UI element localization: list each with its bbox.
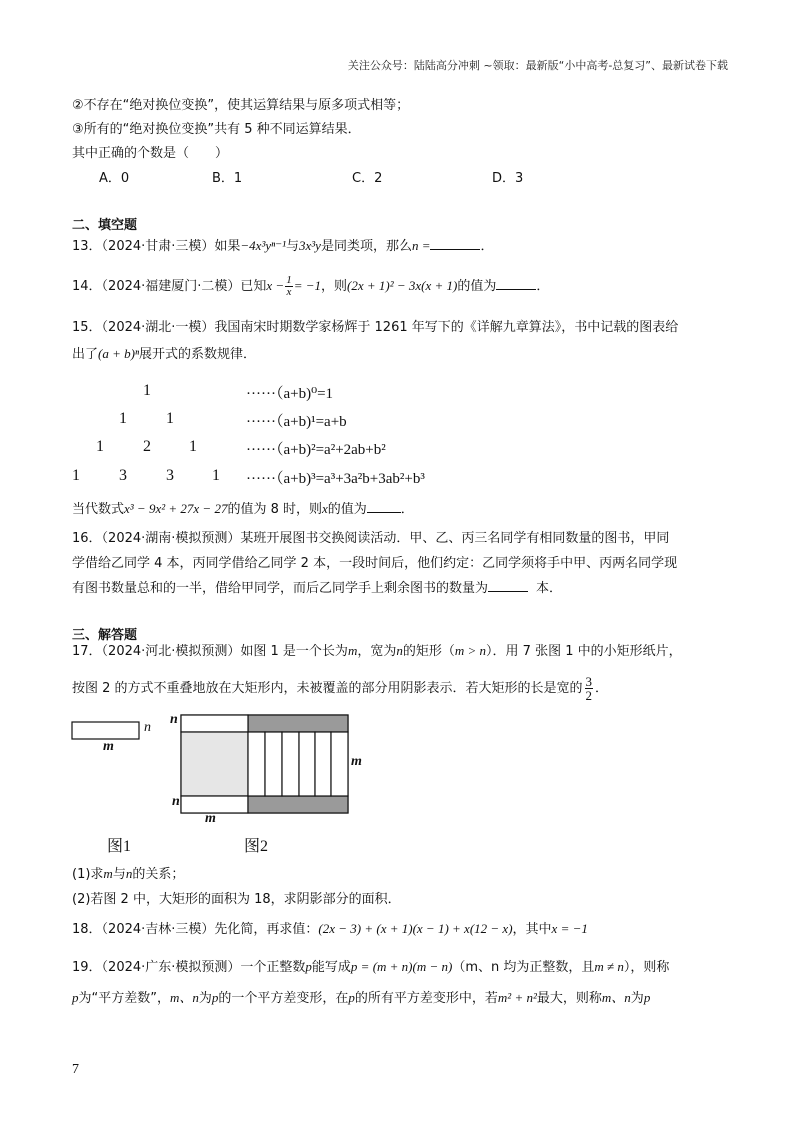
question-17-line-2: 按图 2 的方式不重叠地放在大矩形内，未被覆盖的部分用阴影表示．若大矩形的长是宽的 $\frac{3}{2}$ ．: [72, 674, 609, 703]
question-17-sub-1: (1)求m与n的关系；: [72, 866, 185, 882]
answer-blank: [496, 289, 536, 290]
option-d: D．3: [492, 171, 524, 186]
page-number: 7: [72, 1062, 79, 1077]
triangle-row-2-1: 1: [96, 438, 104, 455]
vertical-strip: [248, 732, 265, 796]
option-b: B．1: [212, 171, 243, 186]
triangle-row-0-1: 1: [143, 382, 151, 399]
triangle-row-3-1: 1: [72, 467, 80, 484]
vertical-strip: [265, 732, 282, 796]
triangle-row-3-4: 1: [212, 467, 220, 484]
figure-1-rectangle: [72, 722, 139, 739]
question-15-tail: 当代数式x³ − 9x² + 27x − 27的值为 8 时，则x的值为 ．: [72, 501, 414, 517]
page-header: 关注公众号：陆陆高分冲刺 ~领取：最新版“小中高考-总复习”、最新试卷下载: [347, 59, 728, 72]
question-17-sub-2: (2)若图 2 中，大矩形的面积为 18，求阴影部分的面积．: [72, 892, 401, 907]
figure-2-m-right-label: m: [351, 754, 362, 769]
answer-blank: [488, 591, 528, 592]
triangle-row-1-2: 1: [166, 410, 174, 427]
figure-2-n-bottom-label: n: [172, 794, 180, 809]
section-2-title: 二、填空题: [72, 218, 138, 233]
question-19-line-2: p为“平方差数”，m、n为p的一个平方差变形，在p的所有平方差变形中，若m² + n²最大，则称m、n为p: [72, 990, 651, 1006]
question-13: 13．（2024·甘肃·三模）如果−4x³yⁿ⁻¹与3x³y是同类项，那么n = ．: [72, 238, 494, 254]
expansion-3: ······（a+b)³=a³+3a²b+3ab²+b³: [246, 471, 425, 487]
figure-1-m-label: m: [103, 739, 114, 754]
prev-item-2: ②不存在“绝对换位变换”，使其运算结果与原多项式相等；: [72, 98, 410, 113]
shaded-region-bottom: [248, 796, 348, 813]
expansion-1: ······（a+b)¹=a+b: [246, 414, 347, 430]
question-18: 18．（2024·吉林·三模）先化简，再求值：(2x − 3) + (x + 1)(x − 1) + x(12 − x)，其中x = −1: [72, 921, 588, 937]
triangle-row-1-1: 1: [119, 410, 127, 427]
figure-1-n-label: n: [144, 720, 151, 735]
triangle-row-2-2: 2: [143, 438, 151, 455]
figures-svg: [60, 710, 360, 860]
question-16-line-1: 16．（2024·湖南·模拟预测）某班开展图书交换阅读活动．甲、乙、丙三名同学有相同数量的图书，甲同: [72, 531, 670, 546]
triangle-row-3-2: 3: [119, 467, 127, 484]
section-3-title: 三、解答题: [72, 628, 138, 643]
triangle-row-2-3: 1: [189, 438, 197, 455]
vertical-strip: [299, 732, 315, 796]
answer-blank: [367, 512, 401, 513]
shaded-region-left: [181, 732, 248, 796]
question-17-line-1: 17．（2024·河北·模拟预测）如图 1 是一个长为m，宽为n的矩形（m > n）．用 7 张图 1 中的小矩形纸片，: [72, 643, 682, 659]
question-16-line-2: 学借给乙同学 4 本，丙同学借给乙同学 2 本，一段时间后，他们约定：乙同学须将手中甲、丙两名同学现: [72, 556, 678, 571]
question-15-line-1: 15．（2024·湖北·一模）我国南宋时期数学家杨辉于 1261 年写下的《详解九章算法》，书中记载的图表给: [72, 320, 679, 335]
expansion-2: ······（a+b)²=a²+2ab+b²: [246, 442, 386, 458]
vertical-strip: [331, 732, 348, 796]
prev-question: 其中正确的个数是（ ）: [72, 146, 229, 161]
figure-2-m-bottom-label: m: [205, 811, 216, 826]
vertical-strip: [282, 732, 299, 796]
option-c: C．2: [352, 171, 383, 186]
vertical-strip: [315, 732, 331, 796]
prev-item-3: ③所有的“绝对换位变换”共有 5 种不同运算结果．: [72, 122, 361, 137]
figure-2-caption: 图2: [244, 838, 269, 855]
question-16-line-3: 有图书数量总和的一半，借给甲同学，而后乙同学手上剩余图书的数量为 本．: [72, 581, 563, 596]
question-19-line-1: 19．（2024·广东·模拟预测）一个正整数p能写成p = (m + n)(m − n)（m、n 均为正整数，且m ≠ n），则称: [72, 959, 670, 975]
shaded-region-top: [248, 715, 348, 732]
expansion-0: ······（a+b)⁰=1: [246, 386, 334, 402]
triangle-row-3-3: 3: [166, 467, 174, 484]
figure-1-caption: 图1: [107, 838, 132, 855]
option-a: A．0: [99, 171, 130, 186]
question-15-line-2: 出了(a + b)ⁿ展开式的系数规律．: [72, 346, 257, 362]
figure-2-n-top-label: n: [170, 712, 178, 727]
question-14: 14．（2024·福建厦门·二模）已知x − $\frac{1}{x}$ = −1，则(2x + 1)² − 3x(x + 1)的值为 ．: [72, 274, 550, 298]
answer-blank: [430, 249, 480, 250]
small-rect-top: [181, 715, 248, 732]
